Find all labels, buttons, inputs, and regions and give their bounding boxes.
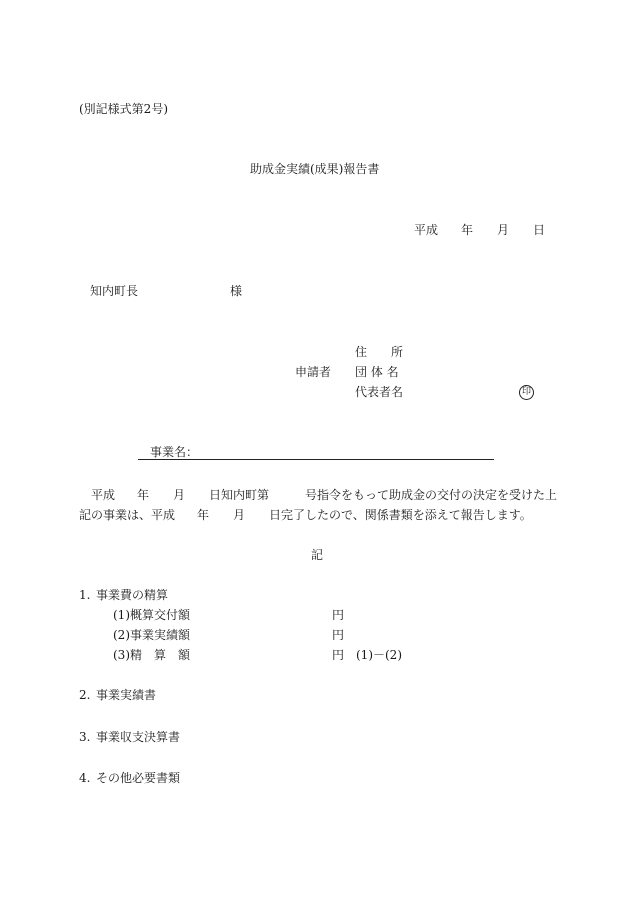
group-name-label: 団 体 名 xyxy=(355,365,399,379)
sub-item-unit: 円 xyxy=(332,648,345,662)
sub-item-unit: 円 xyxy=(332,608,345,622)
date-year: 年 xyxy=(461,223,474,237)
body-line2-year: 年 xyxy=(197,508,210,522)
sub-item-unit: 円 xyxy=(332,628,345,642)
body-era: 平成 xyxy=(91,488,116,502)
item-number: 3. xyxy=(79,730,91,744)
address-label: 住 所 xyxy=(355,345,404,359)
document-title: 助成金実績(成果)報告書 xyxy=(250,162,380,176)
item-number: 1. xyxy=(79,588,91,602)
body-month: 月 xyxy=(173,488,186,502)
form-number: (別記様式第2号) xyxy=(79,102,168,116)
date-day: 日 xyxy=(533,223,546,237)
item-label: 事業実績書 xyxy=(96,688,157,702)
sub-item-label: (2)事業実績額 xyxy=(113,628,190,642)
date-month: 月 xyxy=(497,223,510,237)
item-number: 2. xyxy=(79,688,91,702)
body-year: 年 xyxy=(137,488,150,502)
sub-item-label: (1)概算交付額 xyxy=(113,608,190,622)
date-era: 平成 xyxy=(414,223,439,237)
ki-heading: 記 xyxy=(311,548,324,562)
body-line1-rest: 号指令をもって助成金の交付の決定を受けた上 xyxy=(305,488,558,502)
addressee-honorific: 様 xyxy=(230,284,243,298)
body-line2-prefix: 記の事業は、平成 xyxy=(79,508,176,522)
item-number: 4. xyxy=(79,771,91,785)
project-name-label: 事業名： xyxy=(150,445,199,459)
body-line2-month: 月 xyxy=(233,508,246,522)
representative-label: 代表者名 xyxy=(355,385,404,399)
item-label: 事業費の精算 xyxy=(96,588,169,602)
project-name-underline xyxy=(138,459,494,460)
applicant-label: 申請者 xyxy=(295,365,332,379)
sub-item-note: (1)－(2) xyxy=(356,648,402,662)
body-day-text: 日知内町第 xyxy=(209,488,270,502)
item-label: その他必要書類 xyxy=(96,771,181,785)
item-label: 事業収支決算書 xyxy=(96,730,181,744)
seal-icon: 印 xyxy=(519,385,534,400)
sub-item-label: (3)精 算 額 xyxy=(113,648,190,662)
addressee-name: 知内町長 xyxy=(90,284,139,298)
body-line2-rest: 日完了したので、関係書類を添えて報告します。 xyxy=(269,508,532,522)
